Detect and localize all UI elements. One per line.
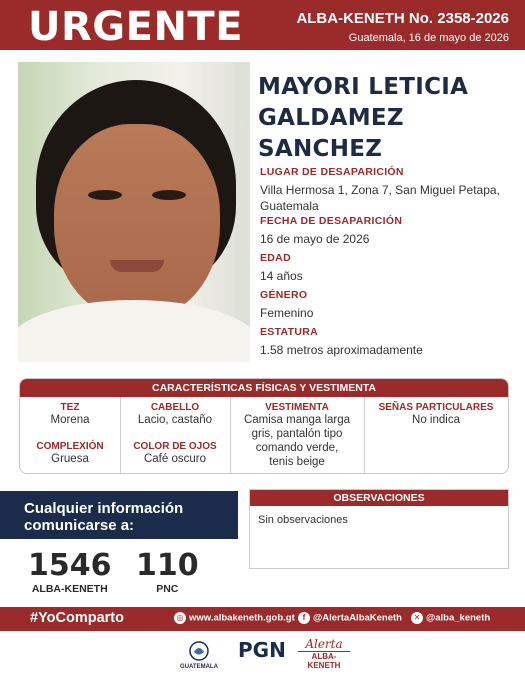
- detail-date: [260, 215, 402, 247]
- detail-value: Villa Hermosa 1, Zona 7, San Miguel Petapa,: [260, 183, 500, 197]
- person-name-line2: GALDAMEZ SANCHEZ: [258, 105, 404, 162]
- detail-value: 16 de mayo de 2026: [260, 232, 370, 246]
- characteristics-box: [19, 378, 509, 474]
- alerta-logo: [298, 637, 350, 670]
- facebook-link[interactable]: [298, 612, 402, 624]
- government-text: GUATEMALA: [180, 664, 218, 670]
- x-link[interactable]: [411, 612, 490, 624]
- phone-number: 110: [136, 548, 199, 583]
- tez-label: TEZ: [60, 402, 80, 413]
- col-hair-eyes: [120, 397, 231, 473]
- vestimenta-line: tenis beige: [269, 456, 325, 468]
- government-logo: [162, 640, 236, 670]
- detail-place: [260, 166, 500, 214]
- coat-of-arms-icon: [188, 640, 210, 662]
- phone-pnc[interactable]: [136, 548, 199, 595]
- pgn-logo: PGN: [238, 638, 286, 662]
- person-name-line1: MAYORI LETICIA: [258, 74, 469, 100]
- detail-value: Femenino: [260, 306, 314, 320]
- detail-age: [260, 252, 303, 284]
- senas-label: SEÑAS PARTICULARES: [378, 402, 494, 413]
- ojos-label: COLOR DE OJOS: [133, 441, 217, 452]
- hashtag: #YoComparto: [30, 610, 124, 626]
- missing-person-photo: [18, 62, 250, 362]
- contact-line2: comunicarse a:: [24, 517, 135, 534]
- phone-number: 1546: [28, 548, 112, 583]
- cabello-label: CABELLO: [150, 402, 200, 413]
- complexion-label: COMPLEXIÓN: [36, 441, 104, 452]
- globe-icon: ◎: [174, 612, 186, 624]
- vestimenta-label: VESTIMENTA: [265, 402, 329, 413]
- detail-value: 1.58 metros aproximadamente: [260, 343, 423, 357]
- x-icon: ✕: [411, 612, 423, 624]
- detail-label: ESTATURA: [260, 326, 319, 338]
- vestimenta-line: Camisa manga larga: [243, 414, 351, 426]
- detail-value: Guatemala: [260, 199, 319, 213]
- person-name: [258, 72, 525, 165]
- col-skin-build: [20, 397, 121, 473]
- detail-label: LUGAR DE DESAPARICIÓN: [260, 166, 404, 178]
- senas-value: No indica: [412, 414, 460, 426]
- detail-gender: [260, 289, 313, 321]
- contact-text: [24, 500, 183, 534]
- contact-line1: Cualquier información: [24, 500, 184, 517]
- x-text: @alba_keneth: [426, 612, 491, 624]
- phone-alba-keneth[interactable]: [28, 548, 112, 595]
- vestimenta-line: gris, pantalón tipo: [251, 428, 343, 440]
- alerta-logo-line1: Alerta: [305, 637, 343, 651]
- detail-label: FECHA DE DESAPARICIÓN: [260, 215, 403, 227]
- col-clothing: [230, 397, 365, 473]
- alerta-logo-line2: ALBA-KENETH: [298, 651, 350, 670]
- cabello-value: Lacio, castaño: [137, 414, 213, 426]
- phone-label: PNC: [156, 583, 179, 595]
- phone-label: ALBA-KENETH: [31, 583, 108, 595]
- ojos-value: Café oscuro: [143, 453, 206, 465]
- website-text: www.albakeneth.gob.gt: [189, 612, 295, 624]
- detail-label: GÉNERO: [260, 289, 308, 301]
- col-marks: [364, 397, 508, 473]
- case-number: ALBA-KENETH No. 2358-2026: [296, 10, 509, 27]
- observations-box: [249, 489, 509, 569]
- urgent-title: URGENTE: [28, 4, 244, 50]
- observations-text: Sin observaciones: [258, 514, 348, 526]
- observations-title: OBSERVACIONES: [250, 490, 508, 506]
- complexion-value: Gruesa: [51, 453, 89, 465]
- website-link[interactable]: [174, 612, 295, 624]
- tez-value: Morena: [50, 414, 90, 426]
- detail-value: 14 años: [260, 269, 303, 283]
- vestimenta-line: comando verde,: [255, 442, 339, 454]
- facebook-text: @AlertaAlbaKeneth: [313, 612, 402, 624]
- case-date: Guatemala, 16 de mayo de 2026: [348, 32, 509, 44]
- facebook-icon: f: [298, 612, 310, 624]
- detail-label: EDAD: [260, 252, 291, 264]
- characteristics-title: CARACTERÍSTICAS FÍSICAS Y VESTIMENTA: [20, 379, 508, 397]
- detail-height: [260, 326, 423, 358]
